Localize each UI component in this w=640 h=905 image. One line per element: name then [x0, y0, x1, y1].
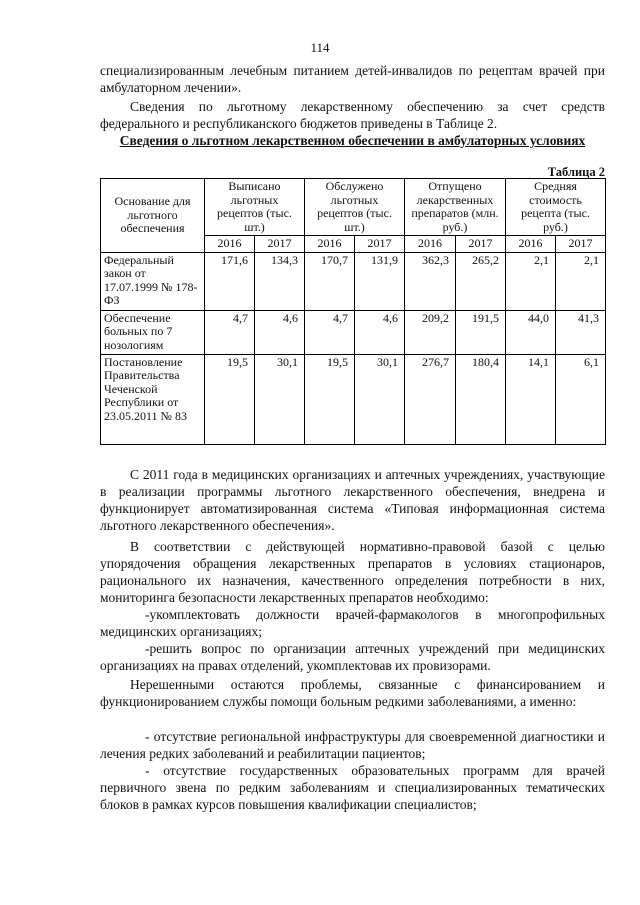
- table-cell: 191,5: [456, 310, 506, 354]
- table-cell: 4,7: [205, 310, 255, 354]
- list-item: -решить вопрос по организации аптечных учреждений при медицинских организациях на правах отделений, укомплектовав их провизорами.: [100, 641, 605, 673]
- header-basis: Основание для льготного обеспечения: [101, 179, 205, 253]
- table-row: [101, 310, 606, 354]
- row-label: Обеспечение больных по 7 нозологиям: [101, 310, 205, 354]
- header-year: 2017: [456, 236, 506, 253]
- table-cell: 362,3: [405, 252, 456, 310]
- table-cell: 265,2: [456, 252, 506, 310]
- table-cell: 180,4: [456, 354, 506, 444]
- table-cell: 19,5: [305, 354, 355, 444]
- benefits-table: [100, 178, 606, 445]
- table-cell: 30,1: [255, 354, 305, 444]
- table-row: [101, 354, 606, 444]
- paragraph-regulation: В соответствии с действующей нормативно-правовой базой с целью упорядочения обращения лекарственных препаратов в условиях стационаров, рационального их назначения, качественного определения потребности в них, мониторинга безопасности лекарственных препаратов необходимо:: [100, 539, 605, 605]
- row-label: Федеральный закон от 17.07.1999 № 178-ФЗ: [101, 252, 205, 310]
- header-group: Выписано льготных рецептов (тыс. шт.): [205, 179, 305, 236]
- header-year: 2016: [405, 236, 456, 253]
- list-item: -укомплектовать должности врачей-фармакологов в многопрофильных медицинских организациях;: [100, 607, 605, 639]
- table-cell: 209,2: [405, 310, 456, 354]
- table-cell: 170,7: [305, 252, 355, 310]
- header-year: 2016: [205, 236, 255, 253]
- table-cell: 4,7: [305, 310, 355, 354]
- header-year: 2016: [305, 236, 355, 253]
- header-group: Отпущено лекарственных препаратов (млн. руб.): [405, 179, 506, 236]
- list-item: - отсутствие государственных образовательных программ для врачей первичного звена по редким заболеваниям и специализированных тематических блоков в рамках курсов повышения квалификации специалистов;: [100, 763, 605, 812]
- table-cell: 41,3: [556, 310, 606, 354]
- row-label: Постановление Правительства Чеченской Республики от 23.05.2011 № 83: [101, 354, 205, 444]
- header-year: 2017: [355, 236, 405, 253]
- table-cell: 4,6: [355, 310, 405, 354]
- table-cell: 131,9: [355, 252, 405, 310]
- table-cell: 134,3: [255, 252, 305, 310]
- table-cell: 276,7: [405, 354, 456, 444]
- table-cell: 14,1: [506, 354, 556, 444]
- header-group: Обслужено льготных рецептов (тыс. шт.): [305, 179, 405, 236]
- header-year: 2016: [506, 236, 556, 253]
- table-cell: 4,6: [255, 310, 305, 354]
- paragraph-problems: Нерешенными остаются проблемы, связанные с финансированием и функционированием службы помощи больным редкими заболеваниями, а именно:: [100, 677, 605, 709]
- table-cell: 44,0: [506, 310, 556, 354]
- page-number: 114: [310, 40, 330, 55]
- paragraph-system: С 2011 года в медицинских организациях и аптечных учреждениях, участвующие в реализации программы льготного лекарственного обеспечения, внедрена и функционирует автоматизированная система «Типовая информационная система льготного лекарственного обеспечения».: [100, 467, 605, 533]
- table-cell: 171,6: [205, 252, 255, 310]
- paragraph-continuation: специализированным лечебным питанием детей-инвалидов по рецептам врачей при амбулаторном лечении».: [100, 63, 605, 95]
- table-number: Таблица 2: [547, 165, 605, 179]
- table-cell: 30,1: [355, 354, 405, 444]
- table-cell: 2,1: [506, 252, 556, 310]
- table-cell: 2,1: [556, 252, 606, 310]
- table-header-row: [101, 179, 606, 236]
- list-item: - отсутствие региональной инфраструктуры для своевременной диагностики и лечения редких заболеваний и реабилитации пациентов;: [100, 729, 605, 761]
- header-group: Средняя стоимость рецепта (тыс. руб.): [506, 179, 606, 236]
- header-year: 2017: [255, 236, 305, 253]
- table-cell: 6,1: [556, 354, 606, 444]
- paragraph-table-intro: Сведения по льготному лекарственному обеспечению за счет средств федерального и республиканского бюджетов приведены в Таблице 2.: [100, 99, 605, 131]
- header-year: 2017: [556, 236, 606, 253]
- table-title: Сведения о льготном лекарственном обеспечении в амбулаторных условиях: [119, 133, 586, 148]
- table-cell: 19,5: [205, 354, 255, 444]
- table-row: [101, 252, 606, 310]
